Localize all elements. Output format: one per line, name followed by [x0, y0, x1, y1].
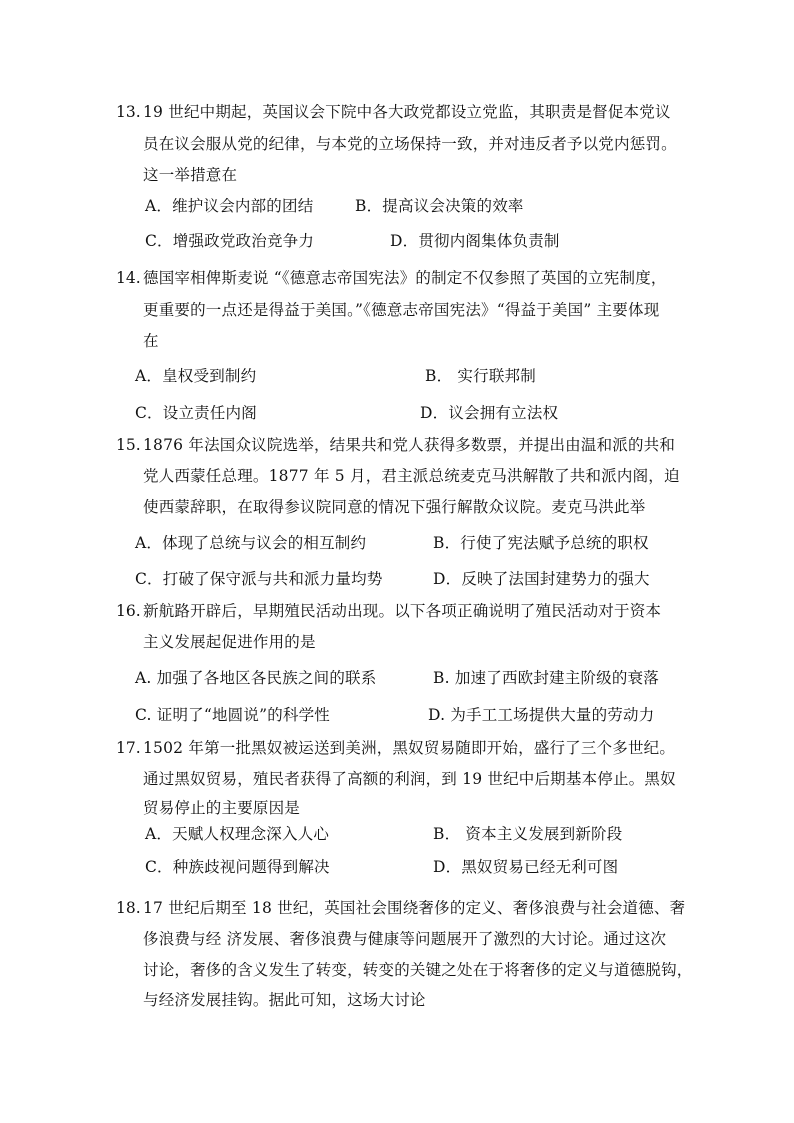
- question-stem-line: 1876 年法国众议院选举，结果共和党人获得多数票，并提出由温和派的共和: [143, 436, 676, 454]
- option-c: C．设立责任内阁: [135, 404, 257, 422]
- question-stem-line: 新航路开辟后，早期殖民活动出现。以下各项正确说明了殖民活动对于资本: [143, 602, 662, 620]
- question-stem-line: 主义发展起促进作用的是: [143, 633, 316, 651]
- question-stem-line: 在: [143, 332, 159, 350]
- option-c: C. 证明了“地圆说”的科学性: [135, 706, 331, 724]
- question-stem-line: 党人西蒙任总理。1877 年 5 月，君主派总统麦克马洪解散了共和派内阁，迫: [143, 467, 680, 485]
- option-b: B． 资本主义发展到新阶段: [433, 825, 623, 843]
- option-d: D．黑奴贸易已经无利可图: [433, 858, 619, 876]
- option-d: D. 为手工工场提供大量的劳动力: [428, 706, 655, 724]
- option-a: A．维护议会内部的团结: [145, 197, 314, 215]
- option-b: B. 加速了西欧封建主阶级的衰落: [433, 669, 659, 687]
- question-number: 18.: [116, 899, 141, 917]
- option-d: D．议会拥有立法权: [420, 404, 559, 422]
- question-number: 16.: [116, 602, 141, 620]
- question-stem-line: 使西蒙辞职，在取得参议院同意的情况下强行解散众议院。麦克马洪此举: [143, 498, 646, 516]
- question-number: 17.: [116, 739, 141, 757]
- question-stem-line: 侈浪费与经 济发展、奢侈浪费与健康等问题展开了激烈的大讨论。通过这次: [143, 930, 667, 948]
- option-c: C．打破了保守派与共和派力量均势: [135, 570, 383, 588]
- question-number: 13.: [116, 103, 141, 121]
- option-d: D．反映了法国封建势力的强大: [433, 570, 650, 588]
- option-c: C．增强政党政治竞争力: [145, 232, 315, 250]
- question-stem-line: 这一举措意在: [143, 166, 238, 184]
- question-stem-line: 17 世纪后期至 18 世纪，英国社会围绕奢侈的定义、奢侈浪费与社会道德、奢: [143, 899, 686, 917]
- option-b: B．提高议会决策的效率: [355, 197, 524, 215]
- question-stem-line: 讨论，奢侈的含义发生了转变，转变的关键之处在于将奢侈的定义与道德脱钩，: [143, 961, 693, 979]
- question-stem-line: 员在议会服从党的纪律，与本党的立场保持一致，并对违反者予以党内惩罚。: [143, 135, 677, 153]
- question-stem-line: 德国宰相俾斯麦说 “《德意志帝国宪法》的制定不仅参照了英国的立宪制度，: [143, 269, 667, 287]
- question-number: 15.: [116, 436, 141, 454]
- option-a: A. 加强了各地区各民族之间的联系: [135, 669, 377, 687]
- option-b: B． 实行联邦制: [425, 367, 536, 385]
- option-b: B．行使了宪法赋予总统的职权: [433, 534, 649, 552]
- question-stem-line: 通过黑奴贸易，殖民者获得了高额的利润，到 19 世纪中后期基本停止。黑奴: [143, 770, 676, 788]
- option-a: A．皇权受到制约: [135, 367, 257, 385]
- question-stem-line: 与经济发展挂钩。据此可知，这场大讨论: [143, 991, 426, 1009]
- option-a: A．体现了总统与议会的相互制约: [135, 534, 367, 552]
- option-c: C．种族歧视问题得到解决: [145, 858, 330, 876]
- question-stem-line: 贸易停止的主要原因是: [143, 799, 301, 817]
- question-stem-line: 19 世纪中期起，英国议会下院中各大政党都设立党监，其职责是督促本党议: [143, 103, 671, 121]
- question-stem-line: 1502 年第一批黑奴被运送到美洲，黑奴贸易随即开始，盛行了三个多世纪。: [143, 739, 676, 757]
- question-number: 14.: [116, 269, 141, 287]
- option-a: A．天赋人权理念深入人心: [145, 825, 330, 843]
- question-stem-line: 更重要的一点还是得益于美国。”《德意志帝国宪法》“得益于美国” 主要体现: [143, 301, 660, 319]
- option-d: D．贯彻内阁集体负责制: [390, 232, 560, 250]
